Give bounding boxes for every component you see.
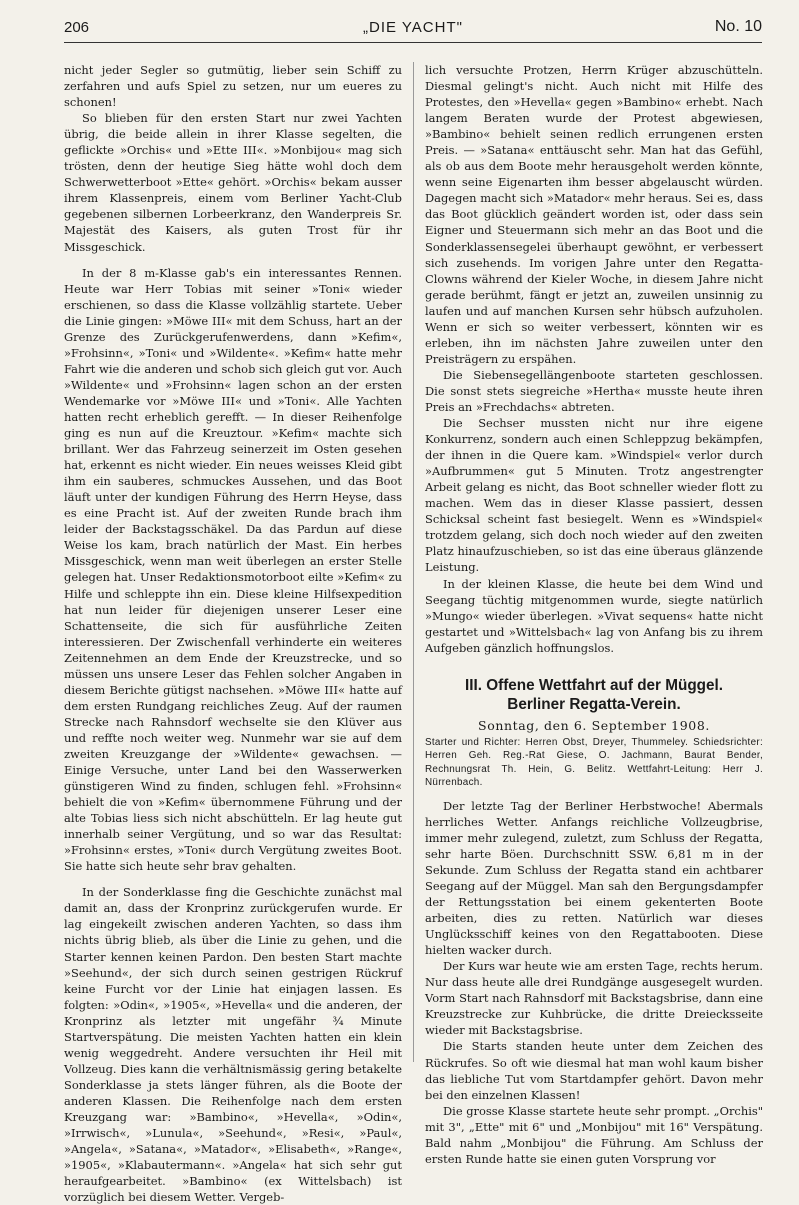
paragraph: Die Siebensegellängenboote starteten geschlossen. Die sonst stets siegreiche »Hertha« musste heute ihren Preis an »Frechdachs« abtreten.: [425, 367, 763, 414]
race-officials: Starter und Richter: Herren Obst, Dreyer, Thummeley. Schiedsrichter: Herren Geh. Reg.-Rat Giese, O. Jachmann, Baurat Bender, Rechnungsrat Th. Hein, G. Belitz. Wettfahrt-Leitung: Herr J. Nürrenbach.: [425, 736, 763, 789]
page-number: 206: [64, 19, 90, 36]
section-heading-line1: III. Offene Wettfahrt auf der Müggel.: [464, 676, 724, 694]
column-divider: [413, 62, 414, 1062]
paragraph: In der kleinen Klasse, die heute bei dem Wind und Seegang tüchtig mitgenommen wurde, siegte natürlich »Mungo« wieder überlegen. »Vivat sequens« hatte nicht gestartet und »Wittelsbach« lag von Anfang bis zu ihrem Aufgeben gänzlich hoffnungslos.: [425, 576, 763, 655]
left-column: [64, 62, 402, 1205]
journal-title: „DIE YACHT": [363, 19, 463, 36]
paragraph: Die Starts standen heute unter dem Zeichen des Rückrufes. So oft wie diesmal hat man wohl kaum bisher das liebliche Tut vom Startdampfer gehört. Davon mehr bei den einzelnen Klassen!: [425, 1039, 763, 1102]
paragraph: In der 8 m-Klasse gab's ein interessantes Rennen. Heute war Herr Tobias mit seiner »Toni« wieder erschienen, so dass die Klasse vollzählig startete. Ueber die Linie gingen: »Möwe III« mit dem Schuss, hart an der Grenze des Zurückgerufenwerdens, dann »Kefim«, »Frohsinn«, »Toni« und »Wildente«. »Kefim« hatte mehr Fahrt wie die anderen und schob sich gleich gut vor. Auch »Wildente« und »Frohsinn« lagen schon an der ersten Wendemarke vor »Möwe III« und »Toni«. Alle Yachten hatten recht erheblich gerefft. — In dieser Reihenfolge ging es nun auf die Kreuztour. »Kefim« machte sich brillant. Wer das Fahrzeug seinerzeit im Osten gesehen hat, erkennt es nicht wieder. Ein neues weisses Kleid gibt ihm ein sauberes, schmuckes Aussehen, und das Boot läuft unter der kundigen Führung des Herrn Heyse, dass es eine Pracht ist. Auf der zweiten Runde brach ihm leider der Backstagsschäkel. Da das Pardun auf diese Weise los kam, brach natürlich der Mast. Ein herbes Missgeschick, wenn man weit überlegen an erster Stelle gelegen hat. Unser Redaktionsmotorboot eilte »Kefim« zu Hilfe und schleppte ihn ein. Diese kleine Hilfsexpedition hat nun leider für diejenigen unserer Leser eine Schattenseite, die sich für ausführliche Zeiten interessieren. Der Zwischenfall verhinderte ein weiteres Zeitennehmen an dem Ende der Kreuzstrecke, und so müssen uns unsere Leser das Fehlen solcher Angaben in diesem Berichte gütigst nachsehen. »Möwe III« hatte auf dem ersten Rundgang reichliches Zeug. Auf der raumen Strecke nach Rahnsdorf wechselte sie den Klüver aus und reffte noch weiter weg. Nunmehr war sie auf dem zweiten Kreuzgange der »Wildente« gewachsen. — Einige Versuche, unter Land bei den Wasserwerken günstigeren Wind zu finden, schlugen fehl. »Frohsinn« behielt die von »Kefim« übernommene Führung und der alte Tobias liess sich nicht abschütteln. Er lag heute gut innerhalb seiner Vergütung, und so war das Resultat: »Frohsinn« erstes, »Toni« durch Vergütung zweites Boot. Sie hatte sich heute sehr brav gehalten.: [64, 265, 402, 874]
paragraph: So blieben für den ersten Start nur zwei Yachten übrig, die beide allein in ihrer Klasse segelten, die geflickte »Orchis« und »Ette III«. »Monbijou« mag sich trösten, denn der heutige Sieg hätte wohl doch dem Schwerwetterboot »Ette« gehört. »Orchis« bekam ausser ihrem Klassenpreis, einem vom Berliner Yacht-Club gegebenen silbernen Lorbeerkranz, den Wanderpreis Sr. Majestät des Kaisers, als guten Trost für ihr Missgeschick.: [64, 111, 402, 254]
paragraph: In der Sonderklasse fing die Geschichte zunächst mal damit an, dass der Kronprinz zurückgerufen wurde. Er lag eingekeilt zwischen anderen Yachten, so dass ihm nichts übrig blieb, als über die Linie zu gehen, und die Starter kennen keinen Pardon. Den besten Start machte »Seehund«, der sich durch seinen gestrigen Rückruf keine Furcht vor der Linie hat einjagen lassen. Es folgten: »Odin«, »1905«, »Hevella« und die anderen, der Kronprinz als letzter mit ungefähr ¾ Minute Startverspätung. Die meisten Yachten hatten ein klein wenig weggedreht. Andere versuchten ihr Heil mit Vollzeug. Dies kann die verhältnismässig gering betakelte Sonderklasse ja stets länger führen, als die Boote der anderen Klassen. Die Reihenfolge nach dem ersten Kreuzgang war: »Bambino«, »Hevella«, »Odin«, »Irrwisch«, »Lunula«, »Seehund«, »Resi«, »Paul«, »Angela«, »Satana«, »Matador«, »Elisabeth«, »Range«, »1905«, »Klabautermann«. »Angela« hat sich sehr gut heraufgearbeitet. »Bambino« (ex Wittelsbach) ist vorzüglich bei diesem Wetter. Vergeb-: [64, 885, 402, 1205]
paragraph: lich versuchte Protzen, Herrn Krüger abzuschütteln. Diesmal gelingt's nicht. Auch nicht mit Hilfe des Protestes, den »Hevella« gegen »Bambino« erhebt. Nach langem Beraten wurde der Protest abgewiesen, »Bambino« behielt seinen redlich errungenen ersten Preis. — »Satana« enttäuscht sehr. Man hat das Gefühl, als ob aus dem Boote mehr herausgeholt werden könnte, wenn seine Eigenarten ihm besser abgelauscht würden. Dagegen macht sich »Matador« mehr heraus. Sei es, dass das Boot glücklich geändert worden ist, oder dass sein Eigner und Steuermann sich mehr an das Boot und die Sonderklassensegelei überhaupt gewöhnt, er verbessert sich zusehends. Im vorigen Jahre unter den Regatta-Clowns während der Kieler Woche, in diesem Jahre nicht gerade berühmt, fängt er jetzt an, zuweilen unsinnig zu laufen und auf manchen Kursen sehr hübsch aufzuholen. Wenn er sich so weiter verbessert, könnten wir es erleben, ihn im nächsten Jahre zuweilen unter den Preisträgern zu erspähen.: [425, 63, 763, 366]
paragraph: Der Kurs war heute wie am ersten Tage, rechts herum. Nur dass heute alle drei Rundgänge ausgesegelt wurden. Vorm Start nach Rahnsdorf mit Backstagsbrise, dann eine Kreuzstrecke zur Kuhbrücke, die dritte Dreiecksseite wieder mit Backstagsbrise.: [425, 959, 763, 1038]
header-rule: [64, 42, 762, 43]
paragraph: nicht jeder Segler so gutmütig, lieber sein Schiff zu zerfahren und aufs Spiel zu setzen, nur um eueres zu schonen!: [64, 63, 402, 110]
section-heading-line2: Berliner Regatta-Verein.: [507, 695, 681, 713]
issue-number: No. 10: [714, 18, 762, 35]
paragraph: Die Sechser mussten nicht nur ihre eigene Konkurrenz, sondern auch einen Schleppzug bekämpfen, der ihnen in die Quere kam. »Windspiel« verlor durch »Aufbrummen« gut 5 Minuten. Trotz angestrengter Arbeit gelang es nicht, das Boot schneller wieder flott zu machen. Wem das in dieser Klasse passiert, dessen Schicksal scheint fast besiegelt. Wenn es »Windspiel« trotzdem gelang, sich doch noch wieder auf den zweiten Platz hinaufzuschieben, so ist das eine überaus glänzende Leistung.: [425, 416, 763, 575]
section-heading: [425, 676, 763, 714]
right-column: [425, 62, 763, 1167]
paragraph: Die grosse Klasse startete heute sehr prompt. „Orchis" mit 3", „Ette" mit 6" und „Monbijou" mit 16" Verspätung. Bald nahm „Monbijou" die Führung. Am Schluss der ersten Runde hatte sie einen guten Vorsprung vor: [425, 1103, 763, 1166]
race-date: Sonntag, den 6. September 1908.: [478, 717, 710, 733]
page-header: [64, 14, 762, 42]
paragraph: Der letzte Tag der Berliner Herbstwoche! Abermals herrliches Wetter. Anfangs reichliche Vollzeugbrise, immer mehr zulegend, zuletzt, zum Schluss der Regatta, sehr harte Böen. Durchschnitt SSW. 6,81 m in der Sekunde. Zum Schluss der Regatta stand ein achtbarer Seegang auf der Müggel. Man sah den Bergungsdampfer der Rettungsstation bei einem gekenterten Boote arbeiten, dies zu retten. Natürlich war dieses Unglücksschiff keines von den Regattabooten. Diese hielten wacker durch.: [425, 798, 763, 958]
